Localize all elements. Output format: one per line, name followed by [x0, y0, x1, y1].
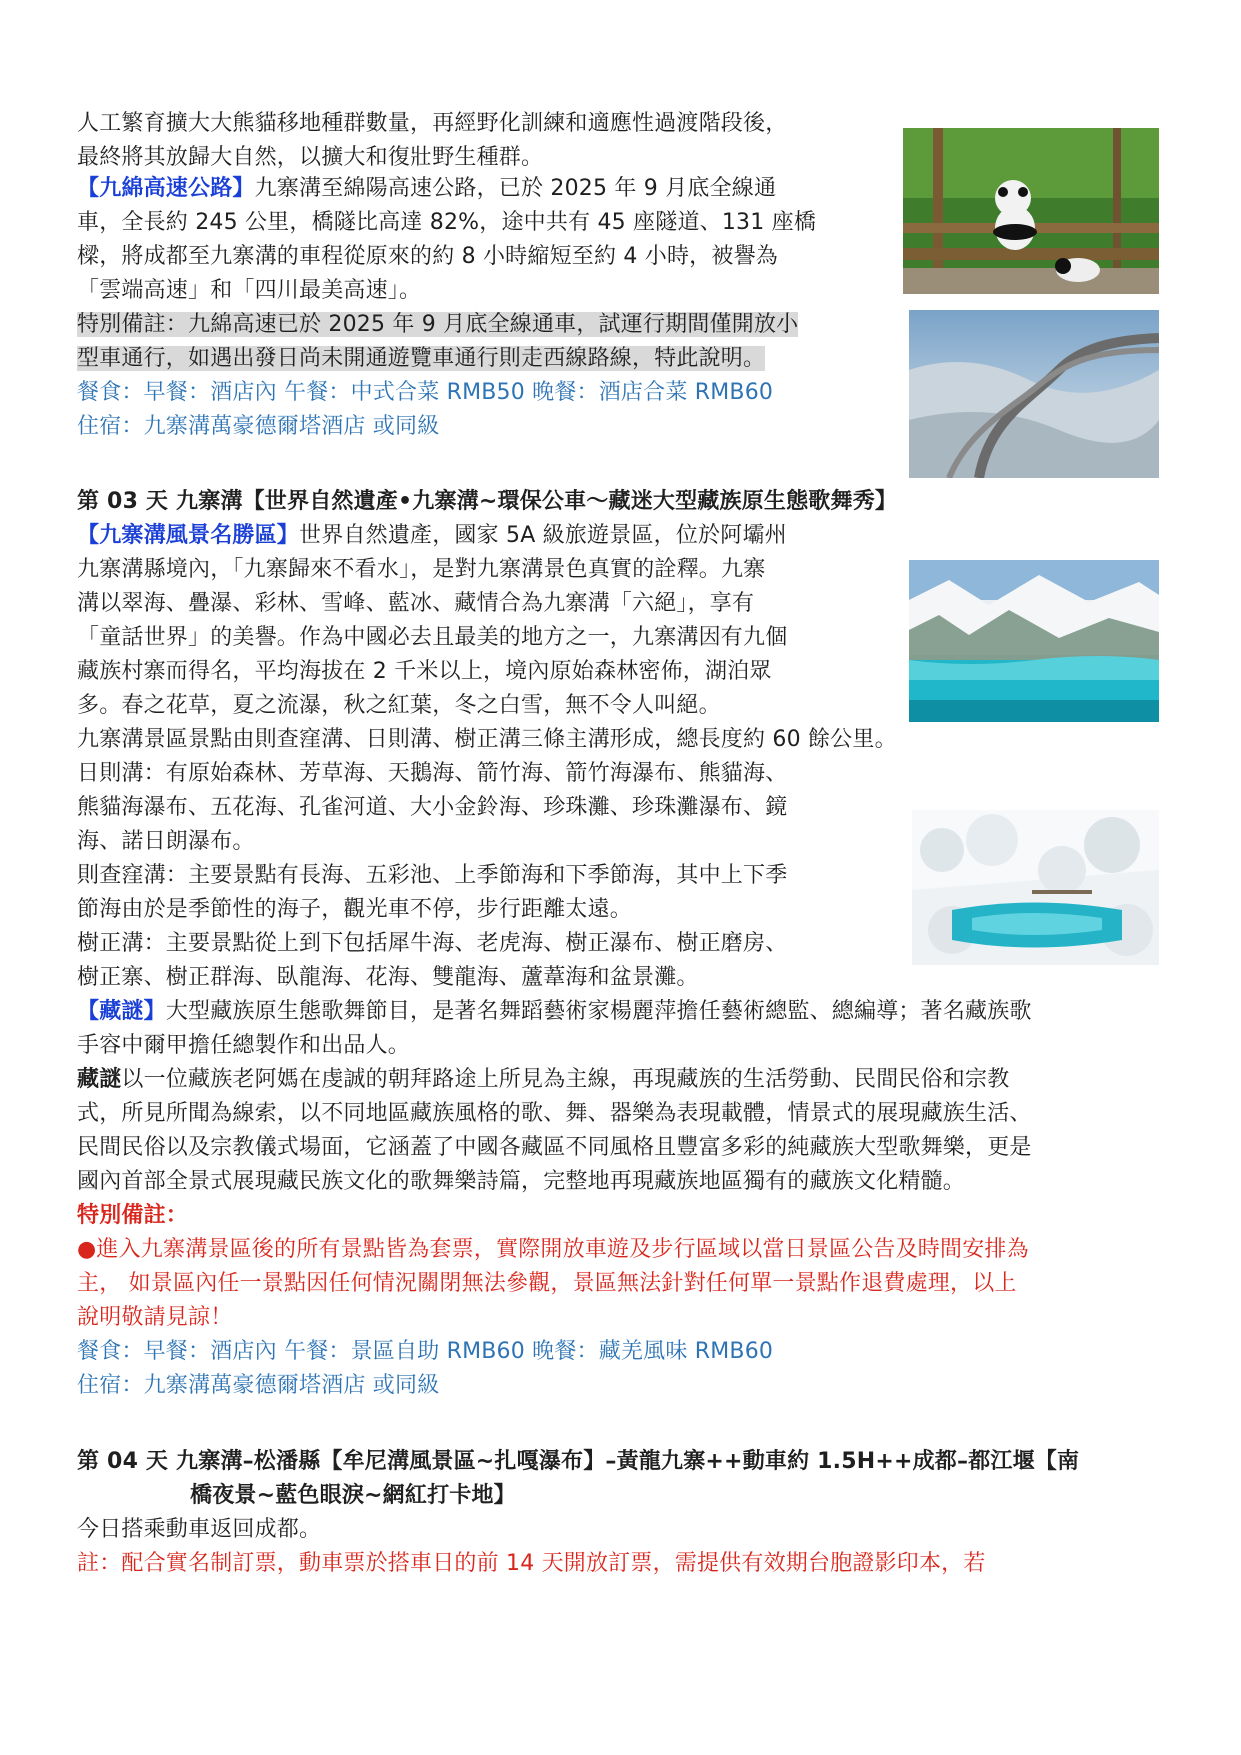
day04-intro: 今日搭乘動車返回成都。 — [77, 1517, 322, 1542]
text-line: 以一位藏族老阿媽在虔誠的朝拜路途上所見為主線，再現藏族的生活勞動、民間民俗和宗教 — [121, 1067, 1010, 1092]
text-line: 樹正寨、樹正群海、臥龍海、花海、雙龍海、蘆葦海和盆景灘。 — [77, 965, 699, 990]
text-line: 樑，將成都至九寨溝的車程從原來的約 8 小時縮短至約 4 小時，被譽為 — [77, 244, 778, 269]
text-line: 人工繁育擴大大熊貓移地種群數量，再經野化訓練和適應性過渡階段後， — [77, 111, 788, 136]
zangmi-desc — [77, 1063, 1009, 1097]
zangmi-paragraph — [77, 995, 1032, 1029]
meals-day03: 餐食：早餐：酒店內 午餐：景區自助 RMB60 晚餐：藏羌風味 RMB60 — [77, 1339, 774, 1364]
day04-note: 註：配合實名制訂票，動車票於搭車日的前 14 天開放訂票，需提供有效期台胞證影印本，若 — [77, 1551, 986, 1576]
text-line: 國內首部全景式展現藏民族文化的歌舞樂詩篇，完整地再現藏族地區獨有的藏族文化精髓。 — [77, 1169, 966, 1194]
highway-photo — [909, 310, 1159, 478]
text-line: 海、諾日朗瀑布。 — [77, 829, 255, 854]
text-line: 熊貓海瀑布、五花海、孔雀河道、大小金鈴海、珍珠灘、珍珠灘瀑布、鏡 — [77, 795, 788, 820]
note-line: 型車通行，如遇出發日尚未開通遊覽車通行則走西線路線，特此說明。 — [77, 346, 766, 371]
highway-paragraph — [77, 172, 776, 206]
text-line: 九寨溝景區景點由則查窪溝、日則溝、樹正溝三條主溝形成，總長度約 60 餘公里。 — [77, 727, 897, 752]
special-note-title: 特別備註： — [77, 1203, 189, 1228]
scenic-label: 【九寨溝風景名勝區】 — [77, 523, 300, 548]
text-line: 多。春之花草，夏之流瀑，秋之紅葉，冬之白雪，無不令人叫絕。 — [77, 693, 721, 718]
text-line: 九寨溝縣境內，「九寨歸來不看水」，是對九寨溝景色真實的詮釋。九寨 — [77, 557, 766, 582]
text-line: 手容中爾甲擔任總製作和出品人。 — [77, 1033, 411, 1058]
note-line: 特別備註：九綿高速已於 2025 年 9 月底全線通車，試運行期間僅開放小 — [77, 312, 799, 337]
special-note-line: 主， 如景區內任一景點因任何情況關閉無法參觀，景區無法針對任何單一景點作退費處理，以上 — [77, 1271, 1017, 1296]
hotel-day03: 住宿：九寨溝萬豪德爾塔酒店 或同級 — [77, 1373, 440, 1398]
zangmi-label: 【藏謎】 — [77, 999, 166, 1024]
text-line: 節海由於是季節性的海子，觀光車不停，步行距離太遠。 — [77, 897, 633, 922]
special-note-line: ●進入九寨溝景區後的所有景點皆為套票，實際開放車遊及步行區域以當日景區公告及時間安排為 — [77, 1237, 1029, 1262]
text-line: 樹正溝：主要景點從上到下包括犀牛海、老虎海、樹正瀑布、樹正磨房、 — [77, 931, 788, 956]
text-line: 車，全長約 245 公里，橋隧比高達 82%，途中共有 45 座隧道、131 座橋 — [77, 210, 817, 235]
hotel-day02: 住宿：九寨溝萬豪德爾塔酒店 或同級 — [77, 414, 440, 439]
lake-snow-photo — [909, 560, 1159, 722]
text-line: 世界自然遺產，國家 5A 級旅遊景區，位於阿壩州 — [299, 523, 787, 548]
text-line: 「童話世界」的美譽。作為中國必去且最美的地方之一，九寨溝因有九個 — [77, 625, 788, 650]
text-line: 「雲端高速」和「四川最美高速」。 — [77, 278, 422, 303]
text-line: 藏族村寨而得名，平均海拔在 2 千米以上，境內原始森林密佈，湖泊眾 — [77, 659, 772, 684]
text-line: 大型藏族原生態歌舞節目，是著名舞蹈藝術家楊麗萍擔任藝術總監、總編導；著名藏族歌 — [165, 999, 1032, 1024]
text-line: 最終將其放歸大自然，以擴大和復壯野生種群。 — [77, 145, 544, 170]
text-line: 式，所見所聞為線索，以不同地區藏族風格的歌、舞、器樂為表現載體，情景式的展現藏族生活、 — [77, 1101, 1032, 1126]
text-line: 則查窪溝：主要景點有長海、五彩池、上季節海和下季節海，其中上下季 — [77, 863, 788, 888]
special-note-line: 說明敬請見諒！ — [77, 1305, 233, 1330]
zangmi-bold: 藏謎 — [77, 1067, 122, 1092]
meals-day02: 餐食：早餐：酒店內 午餐：中式合菜 RMB50 晚餐：酒店合菜 RMB60 — [77, 380, 774, 405]
scenic-paragraph — [77, 519, 787, 553]
text-line: 日則溝：有原始森林、芳草海、天鵝海、箭竹海、箭竹海瀑布、熊貓海、 — [77, 761, 788, 786]
text-line: 九寨溝至綿陽高速公路，已於 2025 年 9 月底全線通 — [254, 176, 777, 201]
panda-photo — [903, 128, 1159, 294]
winter-forest-photo — [912, 810, 1159, 965]
day04-title-line1: 第 04 天 九寨溝–松潘縣【牟尼溝風景區~扎嘎瀑布】–黃龍九寨++動車約 1.5H++成都–都江堰【南 — [77, 1449, 1080, 1474]
text-line: 溝以翠海、疊瀑、彩林、雪峰、藍冰、藏情合為九寨溝「六絕」，享有 — [77, 591, 755, 616]
text-line: 民間民俗以及宗教儀式場面，它涵蓋了中國各藏區不同風格且豐富多彩的純藏族大型歌舞樂，更是 — [77, 1135, 1032, 1160]
day04-title-line2: 橋夜景~藍色眼淚~網紅打卡地】 — [190, 1483, 516, 1508]
highway-label: 【九綿高速公路】 — [77, 176, 255, 201]
day03-title: 第 03 天 九寨溝【世界自然遺產•九寨溝~環保公車～藏迷大型藏族原生態歌舞秀】 — [77, 489, 898, 514]
